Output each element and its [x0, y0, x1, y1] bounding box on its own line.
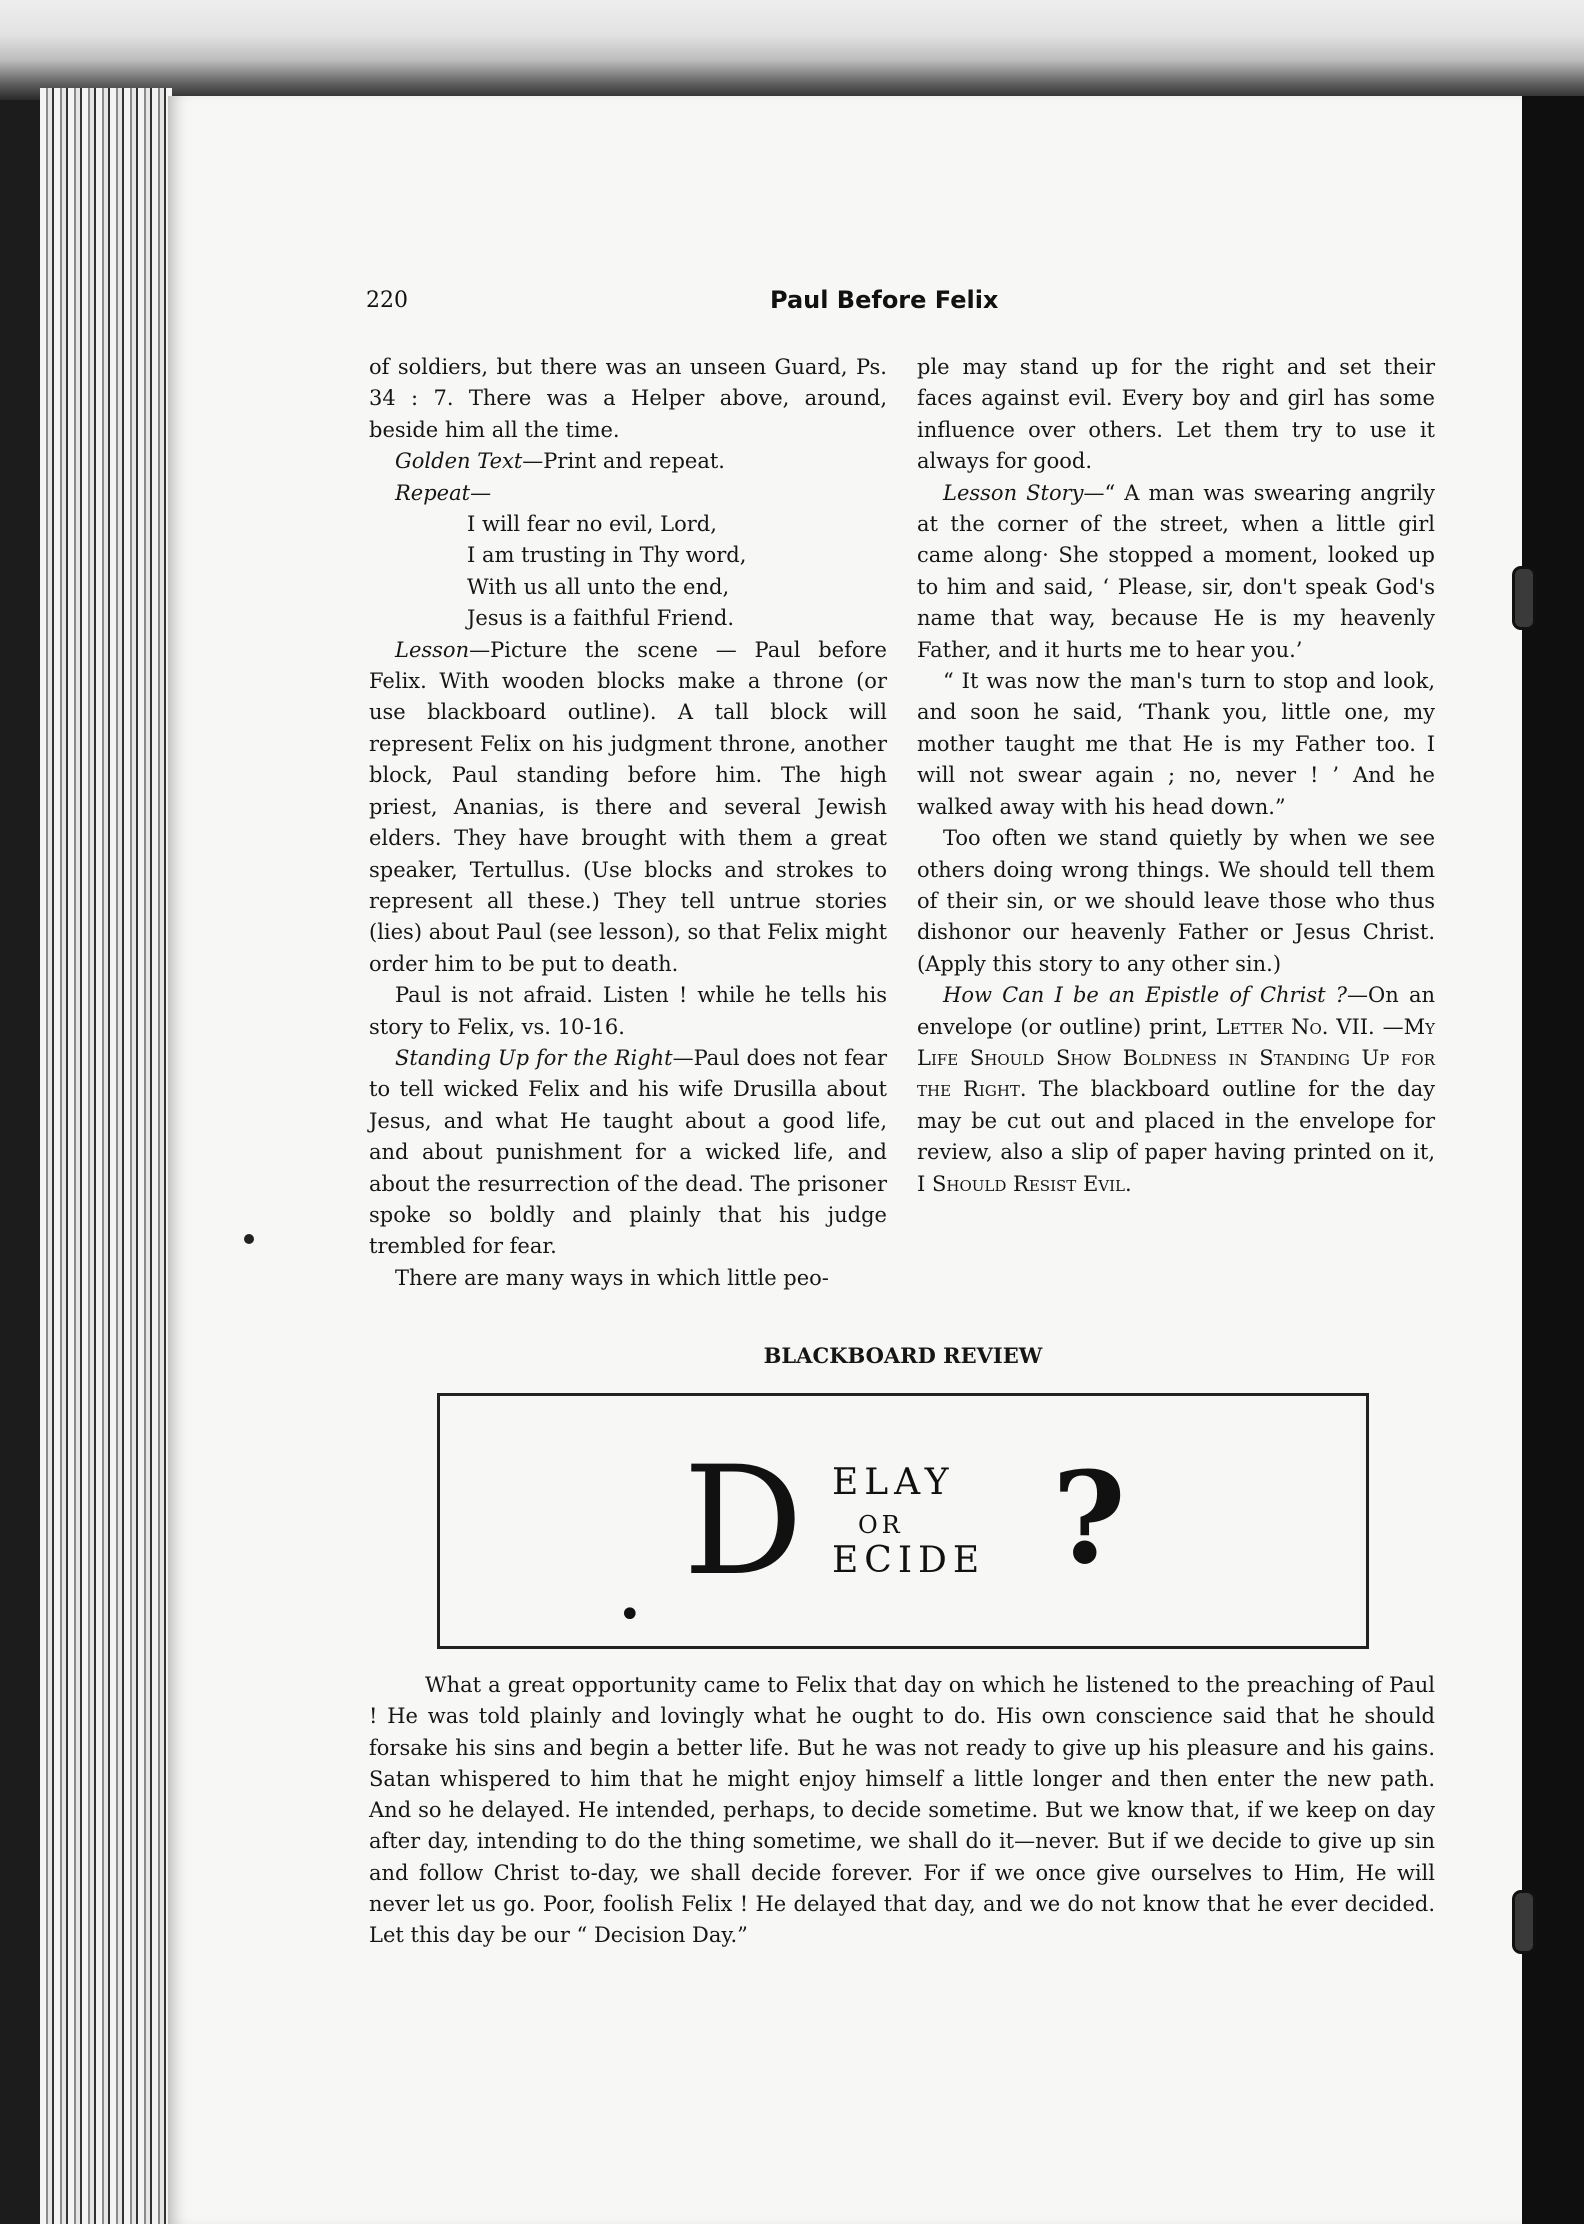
poem-line: With us all unto the end, — [467, 574, 730, 599]
golden-text-paragraph — [369, 446, 887, 477]
repeat-label: Repeat— — [395, 480, 492, 505]
book-page-edges — [40, 88, 172, 2224]
lesson-story-label: Lesson Story — [943, 480, 1084, 505]
lesson-paragraph — [369, 635, 887, 980]
scan-background-top — [0, 0, 1584, 100]
paragraph-many-ways: There are many ways in which little peo- — [395, 1265, 829, 1290]
epistle-body-cont: The blackboard outline for the day may be cut out and placed in the envelope for review, also a slip of paper having printed on it, — [917, 1077, 1435, 1165]
blackboard-word-mid: OR — [858, 1511, 904, 1539]
ink-speck — [244, 1234, 254, 1244]
paragraph-not-afraid: Paul is not afraid. Listen ! while he tells his story to Felix, vs. 10-16. — [369, 983, 887, 1039]
running-title: Paul Before Felix — [770, 286, 999, 314]
standing-body: —Paul does not fear to tell wicked Felix and his wife Drusilla about Jesus, and what He taught about a good life, and about punishment for a wicked life, and about the resurrection of the dead. The prisoner spoke so boldly and plainly that his judge trembled for fear. — [369, 1045, 887, 1259]
poem-line: I will fear no evil, Lord, — [467, 512, 717, 537]
blackboard-word-top: ELAY — [832, 1462, 955, 1503]
standing-label: Standing Up for the Right — [395, 1045, 673, 1070]
paragraph-too-often: Too often we stand quietly by when we see others doing wrong things. We should tell them of their sin, or we should leave those who thus dishonor our heavenly Father or Jesus Christ. (Apply this story to any other sin.) — [917, 826, 1435, 976]
motto-text: My Life Should Show Boldness in Standing Up for the Right. — [917, 1014, 1435, 1102]
right-column — [917, 352, 1435, 1200]
poem-line: I am trusting in Thy word, — [467, 543, 747, 568]
golden-text-body: —Print and repeat. — [522, 449, 725, 474]
question-mark-icon: ? — [1052, 1444, 1126, 1592]
binder-clip-icon — [1512, 566, 1536, 630]
blackboard-heading: BLACKBOARD REVIEW — [763, 1343, 1043, 1368]
epistle-label: How Can I be an Epistle of Christ ? — [943, 983, 1347, 1008]
paragraph-mans-turn: “ It was now the man's turn to stop and look, and soon he said, ‘Thank you, little one, my mother taught me that He is my Father too. I will not swear again ; no, never ! ’ And he walked away with his head down.” — [917, 669, 1435, 819]
blackboard-big-letter: D — [683, 1435, 804, 1609]
bullet-dot-icon: • — [618, 1592, 642, 1638]
repeat-label-paragraph — [369, 478, 887, 509]
closing-paragraph: What a great opportunity came to Felix that day on which he listened to the preaching of Paul ! He was told plainly and lovingly what he ought to do. His own conscience said that he should forsake his sins and begin a better life. But he was not ready to give up his pleasure and his gains. Satan whispered to him that he might enjoy himself a little longer and then enter the new path. And so he delayed. He intended, perhaps, to decide sometime. But we know that, if we keep on day after day, intending to do the thing sometime, we shall do it—never. But if we decide to give up sin and follow Christ to-day, we shall decide forever. For if we once give ourselves to Him, He will never let us go. Poor, foolish Felix ! He delayed that day, and we do not know that he ever decided. Let this day be our “ Decision Day.” — [369, 1673, 1435, 1948]
poem-line: Jesus is a faithful Friend. — [467, 606, 735, 631]
paragraph-guard: of soldiers, but there was an unseen Guard, Ps. 34 : 7. There was a Helper above, around, beside him all the time. — [369, 355, 887, 442]
lesson-label: Lesson — [395, 637, 470, 662]
binder-clip-icon — [1512, 1890, 1536, 1954]
lesson-story-paragraph — [917, 478, 1435, 666]
lesson-body: —Picture the scene — Paul before Felix. With wooden blocks make a throne (or use blackboard outline). A tall block will represent Felix on his judgment throne, another block, Paul standing before him. The high priest, Ananias, is there and several Jewish elders. They have brought with them a great speaker, Tertullus. (Use blocks and strokes to represent all these.) They tell untrue stories (lies) about Paul (see lesson), so that Felix might order him to be put to death. — [369, 637, 888, 976]
left-column — [369, 352, 887, 1294]
epistle-dash: — — [1374, 1014, 1404, 1039]
resist-evil-text: I Should Resist Evil. — [917, 1171, 1132, 1196]
golden-text-label: Golden Text — [395, 449, 523, 474]
epistle-body: —On an envelope (or outline) print, — [917, 983, 1435, 1039]
paragraph-stand-up: ple may stand up for the right and set their faces against evil. Every boy and girl has some influence over others. Let them try to use it always for good. — [917, 355, 1435, 474]
blackboard-word-bottom: ECIDE — [832, 1540, 986, 1581]
page-number: 220 — [366, 288, 408, 313]
lesson-story-body: —“ A man was swearing angrily at the corner of the street, when a little girl came along· She stopped a moment, looked up to him and said, ‘ Please, sir, don't speak God's name that way, because He is my heavenly Father, and it hurts me to hear you.’ — [917, 480, 1435, 662]
standing-paragraph — [369, 1043, 887, 1263]
epistle-paragraph — [917, 980, 1435, 1200]
letter-number: Letter No. VII. — [1215, 1014, 1375, 1039]
